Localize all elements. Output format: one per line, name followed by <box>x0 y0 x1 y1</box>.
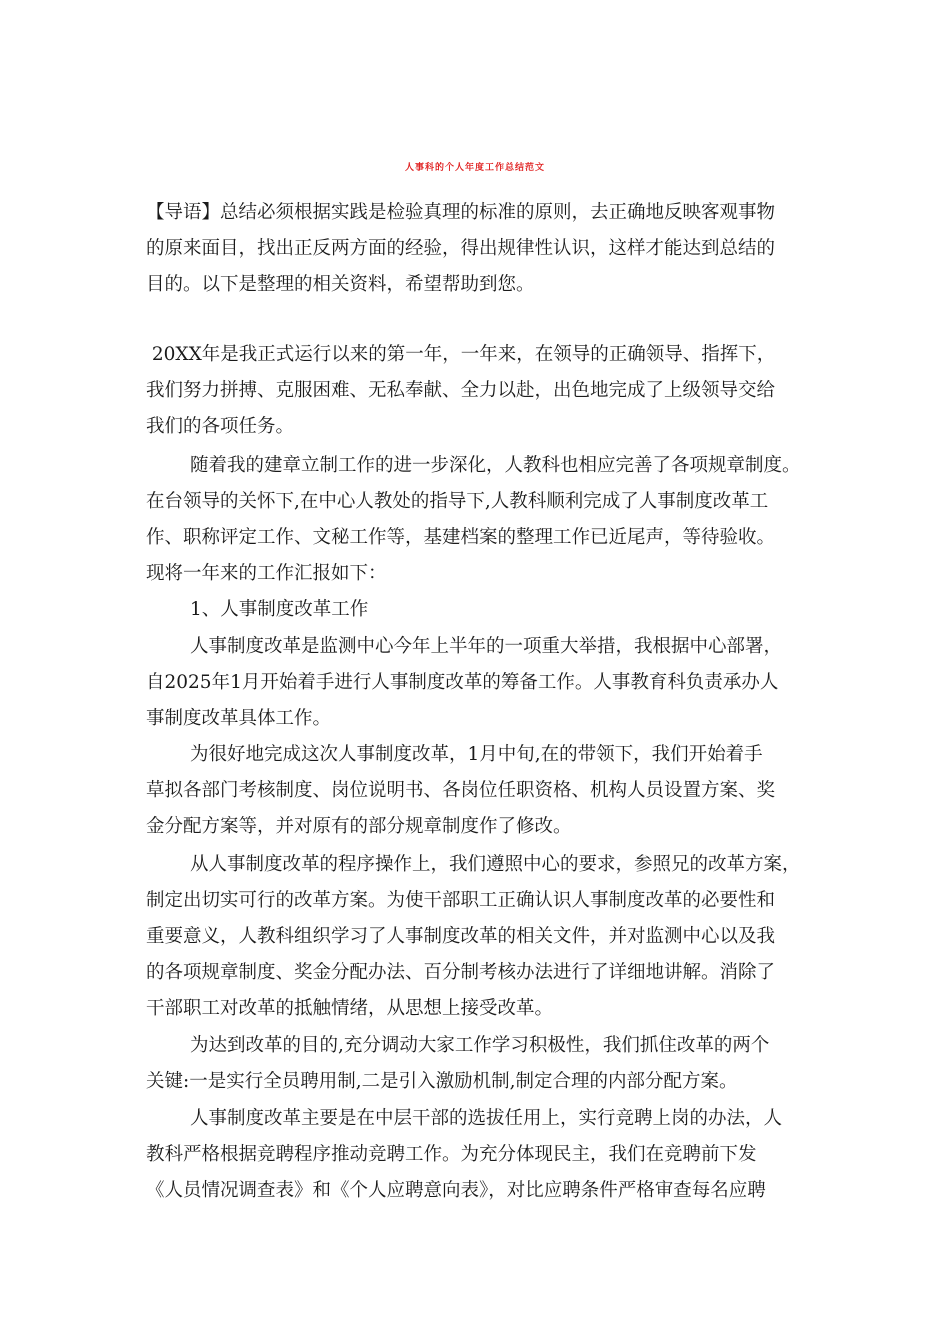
paragraph-line: 从人事制度改革的程序操作上，我们遵照中心的要求，参照兄的改革方案， <box>190 854 801 875</box>
paragraph-line: 在台领导的关怀下,在中心人教处的指导下,人教科顺利完成了人事制度改革工 <box>146 491 769 512</box>
paragraph-line: 【导语】总结必须根据实践是检验真理的标准的原则，去正确地反映客观事物 <box>146 202 776 223</box>
paragraph-line: 我们的各项任务。 <box>146 416 295 437</box>
paragraph-line: 人事制度改革主要是在中层干部的选拔任用上，实行竞聘上岗的办法，人 <box>190 1108 783 1129</box>
document-title: 人事科的个人年度工作总结范文 <box>404 163 545 173</box>
paragraph-line: 关键:一是实行全员聘用制,二是引入激励机制,制定合理的内部分配方案。 <box>146 1071 738 1092</box>
paragraph-line: 的原来面目，找出正反两方面的经验，得出规律性认识，这样才能达到总结的 <box>146 238 776 259</box>
paragraph-line: 随着我的建章立制工作的进一步深化，人教科也相应完善了各项规章制度。 <box>190 455 801 476</box>
section-heading: 1、人事制度改革工作 <box>190 599 369 620</box>
paragraph-line: 草拟各部门考核制度、岗位说明书、各岗位任职资格、机构人员设置方案、奖 <box>146 780 776 801</box>
paragraph-line: 人事制度改革是监测中心今年上半年的一项重大举措，我根据中心部署， <box>190 636 783 657</box>
paragraph-line: 《人员情况调查表》和《个人应聘意向表》，对比应聘条件严格审查每名应聘 <box>146 1180 766 1201</box>
paragraph-line: 作、职称评定工作、文秘工作等，基建档案的整理工作已近尾声，等待验收。 <box>146 527 776 548</box>
paragraph-line: 我们努力拼搏、克服困难、无私奉献、全力以赴，出色地完成了上级领导交给 <box>146 380 776 401</box>
paragraph-line: 干部职工对改革的抵触情绪，从思想上接受改革。 <box>146 998 554 1019</box>
paragraph-line: 20XX年是我正式运行以来的第一年，一年来，在领导的正确领导、指挥下， <box>146 344 776 365</box>
paragraph-line: 制定出切实可行的改革方案。为使干部职工正确认识人事制度改革的必要性和 <box>146 890 776 911</box>
paragraph-line: 的各项规章制度、奖金分配办法、百分制考核办法进行了详细地讲解。消除了 <box>146 962 776 983</box>
paragraph-line: 重要意义，人教科组织学习了人事制度改革的相关文件，并对监测中心以及我 <box>146 926 776 947</box>
paragraph-line: 为达到改革的目的,充分调动大家工作学习积极性，我们抓住改革的两个 <box>190 1035 770 1056</box>
paragraph-line: 事制度改革具体工作。 <box>146 708 332 729</box>
paragraph-line: 为很好地完成这次人事制度改革，1月中旬,在的带领下，我们开始着手 <box>190 744 763 765</box>
paragraph-line: 目的。以下是整理的相关资料，希望帮助到您。 <box>146 274 535 295</box>
paragraph-line: 自2025年1月开始着手进行人事制度改革的筹备工作。人事教育科负责承办人 <box>146 672 779 693</box>
paragraph-line: 教科严格根据竞聘程序推动竞聘工作。为充分体现民主，我们在竞聘前下发 <box>146 1144 757 1165</box>
paragraph-line: 现将一年来的工作汇报如下： <box>146 563 387 584</box>
paragraph-line: 金分配方案等，并对原有的部分规章制度作了修改。 <box>146 816 572 837</box>
